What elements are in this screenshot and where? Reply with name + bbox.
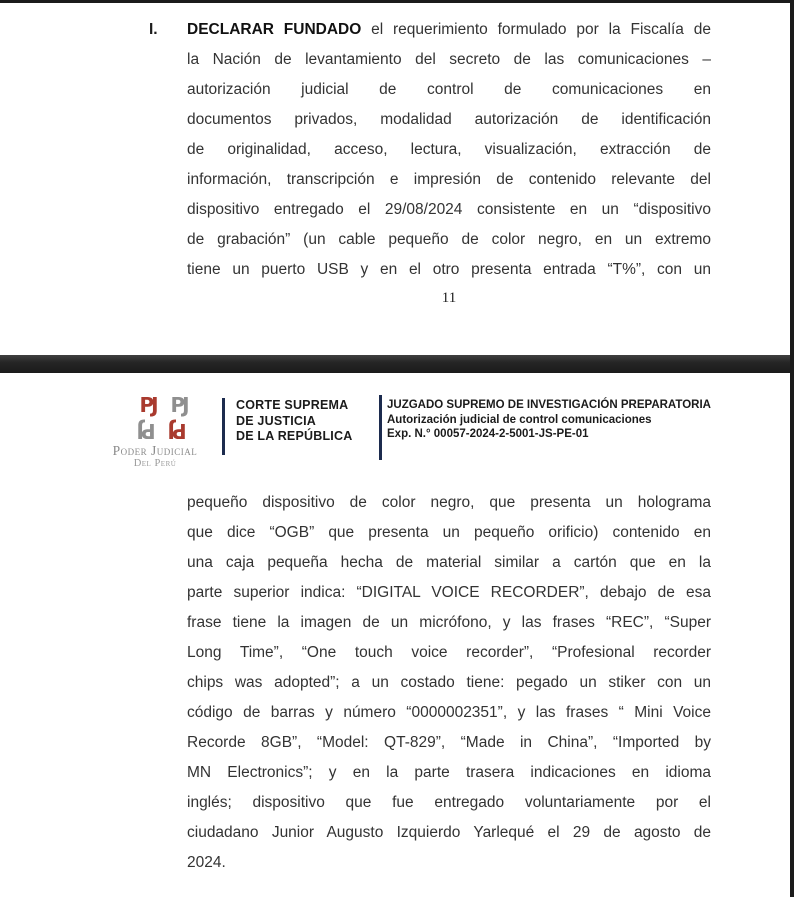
text-line: autorización judicial de control de comunicaciones en: [187, 81, 711, 98]
body-paragraph: [187, 488, 711, 878]
text-line: Autorización judicial de control comunicaciones: [387, 413, 652, 426]
text-line: la Nación de levantamiento del secreto de las comunicaciones –: [187, 51, 711, 68]
ruling-paragraph: [187, 15, 711, 285]
pj-monogram-tile: PJ: [170, 419, 187, 443]
text-line: código de barras y número “0000002351”, y las frases “ Mini Voice: [187, 704, 711, 721]
court-name-block: [236, 398, 352, 445]
list-item-numeral: I.: [149, 21, 158, 38]
pj-monogram-tile: PJ: [170, 393, 187, 417]
text-line: documentos privados, modalidad autorización de identificación: [187, 111, 711, 128]
header-divider-right: [379, 395, 382, 460]
text-line: parte superior indica: “DIGITAL VOICE RECORDER”, debajo de esa: [187, 584, 711, 601]
poder-judicial-logo: [133, 395, 193, 441]
viewport-right-edge: [790, 0, 794, 897]
viewport-top-edge: [0, 0, 794, 3]
text-line: MN Electronics”; y en la parte trasera indicaciones en idioma: [187, 764, 711, 781]
logo-title: Poder Judicial: [112, 443, 198, 458]
text-line: dispositivo entregado el 29/08/2024 consistente en un “dispositivo: [187, 201, 711, 218]
text-line: 2024.: [187, 854, 226, 871]
text-line: de grabación” (un cable pequeño de color negro, en un extremo: [187, 231, 711, 248]
pj-monogram-tile: PJ: [139, 419, 156, 443]
text-line: DECLARAR FUNDADO el requerimiento formulado por la Fiscalía de: [187, 21, 711, 38]
text-line: Exp. N.° 00057-2024-2-5001-JS-PE-01: [387, 428, 589, 440]
logo-subtitle: Del Perú: [133, 458, 177, 469]
text-line: DE LA REPÚBLICA: [236, 429, 353, 443]
case-info-block: [387, 398, 711, 442]
text-line: DE JUSTICIA: [236, 413, 316, 428]
page-number: 11: [441, 290, 457, 306]
text-line: información, transcripción e impresión de contenido relevante del: [187, 171, 711, 188]
text-line: una caja pequeña hecha de material similar a cartón que en la: [187, 554, 711, 571]
text-line: JUZGADO SUPREMO DE INVESTIGACIÓN PREPARATORIA: [387, 399, 711, 411]
text-line: ciudadano Junior Augusto Izquierdo Yarlequé el 29 de agosto de: [187, 824, 711, 841]
text-line: tiene un puerto USB y en el otro presenta entrada “T%”, con un: [187, 261, 711, 278]
text-line: chips was adopted”; a un costado tiene: pegado un stiker con un: [187, 674, 711, 691]
pj-monogram-tile: PJ: [139, 393, 156, 417]
page-break-bar: [0, 355, 794, 373]
text-line: que dice “OGB” que presenta un pequeño orificio) contenido en: [187, 524, 711, 541]
text-line: frase tiene la imagen de un micrófono, y las frases “REC”, “Super: [187, 614, 711, 631]
text-line: de originalidad, acceso, lectura, visualización, extracción de: [187, 141, 711, 158]
header-divider-left: [222, 398, 225, 455]
text-line: CORTE SUPREMA: [236, 398, 349, 412]
text-line: Long Time”, “One touch voice recorder”, “Profesional recorder: [187, 644, 711, 661]
text-line: inglés; dispositivo que fue entregado voluntariamente por el: [187, 794, 711, 811]
text-line: pequeño dispositivo de color negro, que presenta un holograma: [187, 494, 711, 511]
text-line: Recorde 8GB”, “Model: QT-829”, “Made in China”, “Imported by: [187, 734, 711, 751]
